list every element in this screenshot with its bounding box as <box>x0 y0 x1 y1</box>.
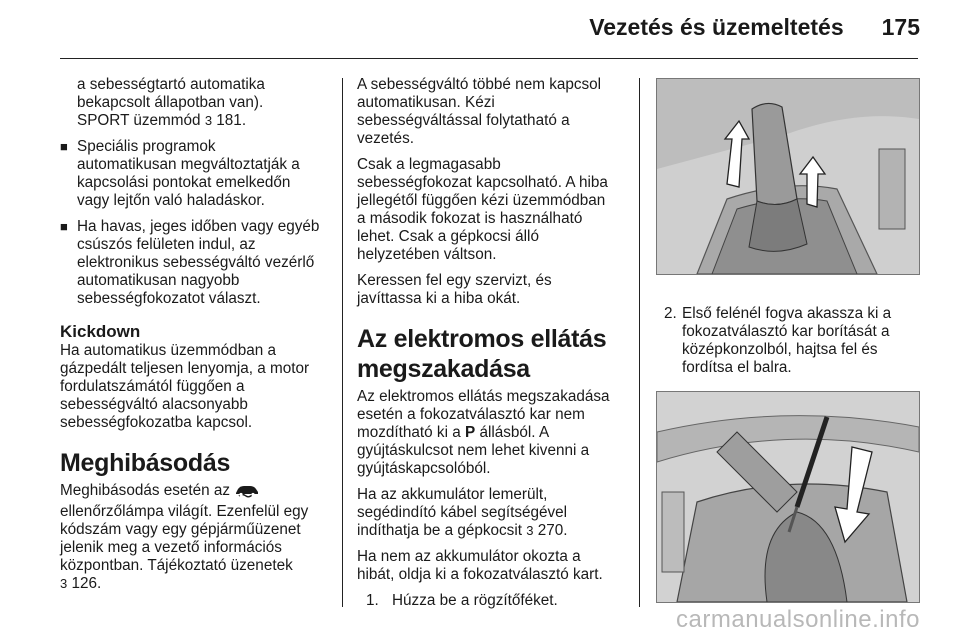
paragraph: Ha az akkumulátor lemerült, segédindító kábel segítségével indíthatja be a gépkocsit 3 270. <box>357 486 568 539</box>
fault-heading: Meghibásodás <box>60 449 231 477</box>
reference-arrow-icon: 3 <box>526 523 534 538</box>
page-number: 175 <box>881 14 920 40</box>
bullet-square-icon: ■ <box>60 219 68 234</box>
step-1: 1. Húzza be a rögzítőféket. <box>366 592 558 609</box>
watermark: carmanualsonline.info <box>676 606 920 633</box>
page-link[interactable]: 126. <box>71 575 102 592</box>
bullet-square-icon: ■ <box>60 139 68 154</box>
paragraph: Keressen fel egy szervizt, és javíttassa ki a hiba okát. <box>357 272 552 307</box>
list-item: ■ Ha havas, jeges időben vagy egyéb csúszós felületen indul, az elektronikus sebességváltó vezérlő automatikusan nagyobb sebességfokozatot választ. <box>60 218 320 307</box>
gear-selector-illustration <box>656 78 920 275</box>
fault-paragraph: Meghibásodás esetén az ellenőrzőlámpa világít. Ezenfelül egy kódszám vagy egy gépjárműüzenet jelenik meg a vezető információs központban. Tájékoztató üzenetek 3 126. <box>60 482 309 592</box>
step-2: 2. Első felénél fogva akassza ki a fokozatválasztó kar borítását a középkonzolból, hajtsa fel és fordítsa el balra. <box>664 305 892 376</box>
gear-position-p: P <box>464 424 476 441</box>
page-link[interactable]: 270. <box>537 522 568 539</box>
kickdown-paragraph: Ha automatikus üzemmódban a gázpedált teljesen lenyomja, a motor fordulatszámától függően a sebességváltó alacsonyabb sebességfokozatba kapcsol. <box>60 342 310 431</box>
column-3 <box>656 78 920 603</box>
header-rule <box>60 58 918 59</box>
paragraph: Az elektromos ellátás megszakadása esetén a fokozatválasztó kar nem mozdítható ki a P állásból. A gyújtáskulcsot nem lehet kivenni a gyújtáskapcsolóból. <box>357 388 610 477</box>
column-divider-2 <box>639 78 640 607</box>
power-interruption-heading: Az elektromos ellátás megszakadása <box>357 325 607 383</box>
header-title: Vezetés és üzemeltetés <box>589 14 844 40</box>
page-link[interactable]: 181. <box>216 112 247 129</box>
column-2 <box>357 76 627 610</box>
paragraph: Ha nem az akkumulátor okozta a hibát, oldja ki a fokozatválasztó kart. <box>357 548 603 583</box>
continued-paragraph: a sebességtartó automatika bekapcsolt állapotban van). SPORT üzemmód 3 181. <box>77 76 265 129</box>
cover-removal-illustration <box>656 391 920 603</box>
reference-arrow-icon: 3 <box>204 113 213 128</box>
column-divider-1 <box>342 78 343 607</box>
paragraph: Csak a legmagasabb sebességfokozat kapcsolható. A hiba jellegétől függően kézi üzemmódban a második fokozat is használható lehet. Csak a gépkocsi álló helyzetében váltson. <box>357 156 608 263</box>
column-1 <box>60 76 328 601</box>
paragraph: A sebességváltó többé nem kapcsol automatikusan. Kézi sebességváltással folytatható a vezetés. <box>357 76 602 147</box>
list-item: ■ Speciális programok automatikusan megváltoztatják a kapcsolási pontokat emelkedőn vagy lejtőn való haladáskor. <box>60 138 300 209</box>
kickdown-heading: Kickdown <box>60 322 141 341</box>
car-warning-icon <box>234 484 260 503</box>
page-header <box>589 14 920 41</box>
reference-arrow-icon: 3 <box>60 576 68 591</box>
